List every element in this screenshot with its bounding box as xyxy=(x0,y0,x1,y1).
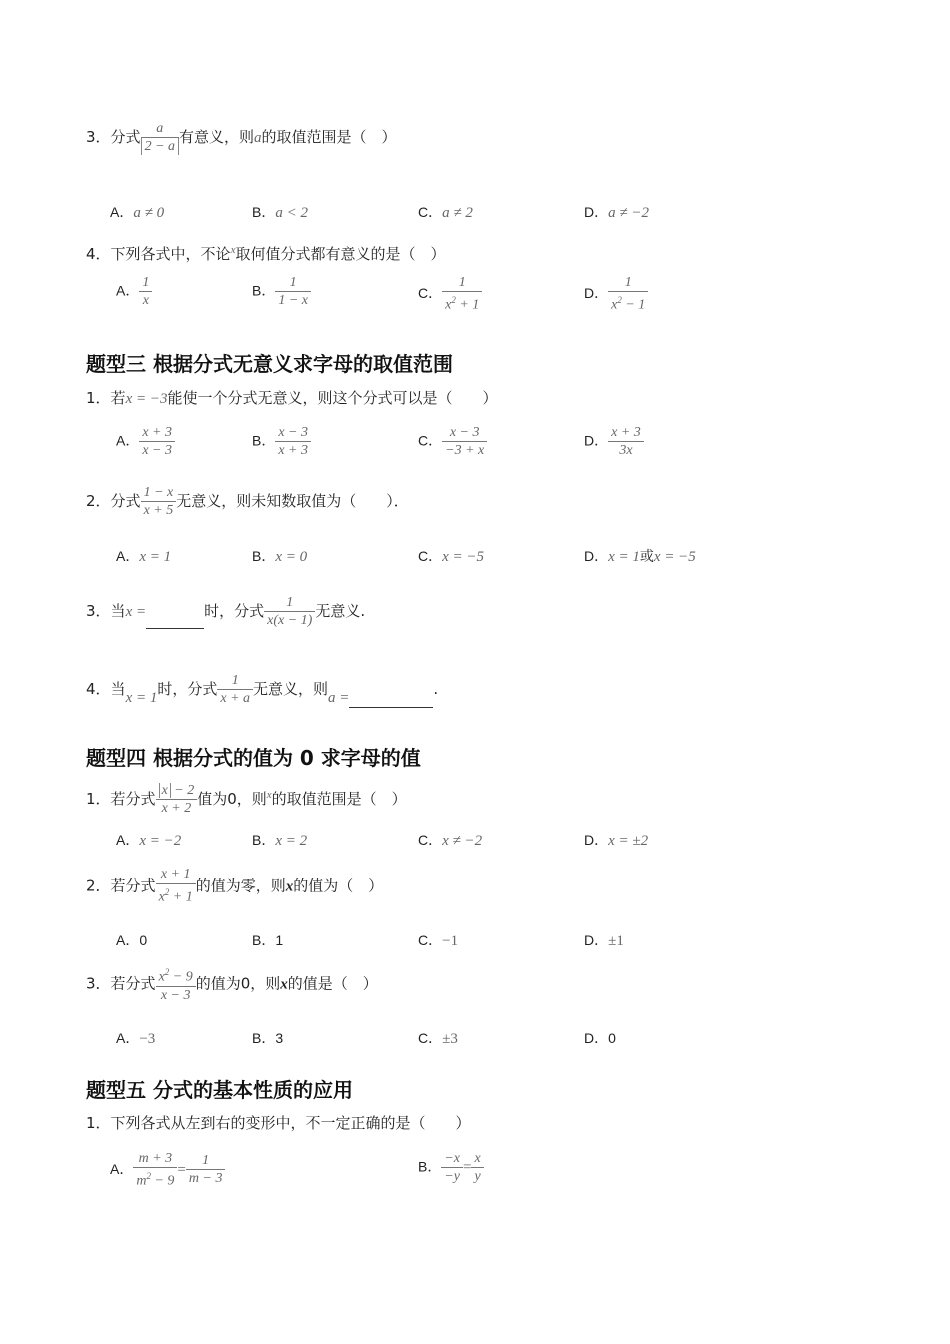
question-b2 xyxy=(86,484,409,519)
math-expression: −3 xyxy=(139,1031,156,1047)
option-d[interactable] xyxy=(584,1028,616,1048)
fraction-numerator: x + 1 xyxy=(156,866,196,884)
question-number: 4． xyxy=(86,680,111,698)
option-b[interactable] xyxy=(252,546,307,566)
math-expression: x = xyxy=(125,604,147,620)
fraction xyxy=(186,1152,226,1187)
fraction-numerator: a xyxy=(141,120,179,138)
option-a[interactable] xyxy=(116,424,175,459)
question-text: 时，分式 xyxy=(204,602,265,620)
fraction xyxy=(139,424,175,459)
question-number: 4． xyxy=(86,245,111,263)
math-expression: x = −3 xyxy=(125,391,168,407)
fraction-numerator: 1 xyxy=(275,274,311,292)
section-heading: 题型五 分式的基本性质的应用 xyxy=(86,1078,353,1102)
question-text: 的值为0，则 xyxy=(195,974,281,993)
option-label: A． xyxy=(110,204,134,220)
math-rest: − 9 xyxy=(169,969,193,985)
option-a[interactable] xyxy=(116,1028,155,1048)
fraction xyxy=(141,120,179,155)
math-exponent: 2 xyxy=(617,295,622,305)
fraction-denominator: y xyxy=(474,1169,481,1184)
option-d[interactable] xyxy=(584,202,649,222)
option-label: A． xyxy=(110,1160,134,1177)
option-b[interactable] xyxy=(252,1028,283,1048)
question-number: 3． xyxy=(86,128,111,146)
math-expression: x = −5 xyxy=(442,549,485,565)
fraction-denominator: 3x xyxy=(619,443,633,458)
math-variable: a xyxy=(254,130,262,146)
math-expression: x = 0 xyxy=(275,549,308,565)
option-d[interactable] xyxy=(584,274,648,314)
option-label: A． xyxy=(116,832,140,848)
fraction-numerator: 1 xyxy=(139,274,152,292)
question-c3 xyxy=(86,964,378,1004)
option-label: D． xyxy=(584,832,609,848)
math-exponent: 2 xyxy=(146,1171,151,1181)
math-expression: a ≠ 2 xyxy=(442,205,473,221)
math-expression: x = 1 xyxy=(125,690,158,706)
question-text: 当 xyxy=(110,602,126,620)
answer-blank[interactable] xyxy=(146,612,204,629)
option-c[interactable] xyxy=(418,202,473,222)
option-d[interactable] xyxy=(584,424,644,459)
math-variable: x xyxy=(285,878,294,895)
option-b[interactable] xyxy=(418,1150,484,1185)
fraction-numerator: x − 3 xyxy=(275,424,311,442)
option-a[interactable] xyxy=(116,930,147,950)
math-expression: x = 2 xyxy=(275,833,308,849)
math-expression: a = xyxy=(328,690,350,706)
option-b[interactable] xyxy=(252,930,283,950)
math-expression: x = 1 xyxy=(608,549,640,565)
question-text: 若分式 xyxy=(110,974,156,993)
fraction-numerator: −x xyxy=(441,1150,463,1168)
option-label: D． xyxy=(584,284,609,301)
fraction-numerator: m + 3 xyxy=(133,1150,177,1168)
question-text: 下列各式从左到右的变形中，不一定正确的是（ ） xyxy=(110,1114,471,1132)
math-expression: x = −5 xyxy=(653,549,696,565)
fraction-numerator xyxy=(156,782,198,800)
fraction-denominator: −3 + x xyxy=(445,443,485,458)
math-expression: x ≠ −2 xyxy=(442,833,483,849)
math-base: x xyxy=(445,297,452,313)
math-expression: a ≠ −2 xyxy=(608,205,649,221)
question-text: 的值为零，则 xyxy=(195,876,286,895)
math-expression: ±3 xyxy=(442,1031,458,1047)
option-a[interactable] xyxy=(116,546,171,566)
question-b1 xyxy=(86,388,497,409)
math-rest: − 2 xyxy=(170,783,195,798)
section-heading: 题型四 根据分式的值为 0 求字母的值 xyxy=(86,746,421,770)
fraction-numerator: x − 3 xyxy=(442,424,487,442)
math-expression: x = ±2 xyxy=(608,833,649,849)
fraction xyxy=(441,1150,463,1185)
question-text: . xyxy=(433,680,439,698)
question-text: 时，分式 xyxy=(157,680,218,698)
math-variable: x xyxy=(230,244,236,256)
question-text: 若分式 xyxy=(110,790,156,808)
option-label: D． xyxy=(584,548,609,564)
option-d[interactable] xyxy=(584,930,624,950)
option-label: D． xyxy=(584,932,609,948)
option-c[interactable] xyxy=(418,1028,458,1048)
math-base: x xyxy=(158,889,165,905)
fraction xyxy=(133,1150,177,1190)
option-label: D．0 xyxy=(584,1030,616,1046)
fraction-denominator: x + a xyxy=(220,691,251,706)
fraction-denominator: x + 2 xyxy=(161,801,192,816)
option-c[interactable] xyxy=(418,546,484,566)
question-text: 的取值范围是（ ） xyxy=(271,790,407,808)
question-text: 无意义，则 xyxy=(253,680,329,698)
equals-sign: = xyxy=(463,1159,472,1176)
option-label: C． xyxy=(418,1030,443,1046)
fraction xyxy=(608,274,648,314)
question-text: 分式 xyxy=(110,492,141,510)
fraction-numerator: x + 3 xyxy=(608,424,644,442)
question-a4 xyxy=(86,240,445,264)
math-expression: −1 xyxy=(442,933,459,949)
math-base: m xyxy=(136,1173,147,1189)
fraction xyxy=(471,1150,483,1185)
option-a[interactable] xyxy=(116,830,181,850)
option-label: B．3 xyxy=(252,1030,284,1046)
fraction-denominator xyxy=(133,1168,177,1190)
option-label: A． xyxy=(116,432,140,449)
math-variable: x xyxy=(266,789,272,801)
math-abs: x xyxy=(159,783,171,798)
fraction-numerator: 1 xyxy=(608,274,648,292)
fraction-numerator: x + 3 xyxy=(139,424,175,442)
question-number: 1． xyxy=(86,790,111,808)
fraction xyxy=(156,782,198,817)
question-text: 取何值分式都有意义的是（ ） xyxy=(235,245,446,263)
question-text: 当 xyxy=(110,680,126,698)
option-d[interactable] xyxy=(584,830,648,850)
question-c2 xyxy=(86,866,383,906)
question-number: 1． xyxy=(86,1114,111,1132)
fraction-denominator xyxy=(608,292,648,314)
option-label: B． xyxy=(252,548,276,564)
fraction xyxy=(156,964,196,1004)
option-label: B． xyxy=(252,432,276,449)
math-exponent: 2 xyxy=(164,887,170,897)
math-base: x xyxy=(158,969,165,985)
fraction-denominator: x(x − 1) xyxy=(267,613,313,628)
fraction-numerator xyxy=(156,964,196,987)
option-label: B． xyxy=(252,204,276,220)
option-c[interactable] xyxy=(418,424,487,459)
math-expression: ±1 xyxy=(608,933,624,949)
question-a3 xyxy=(86,120,397,155)
question-text: 的值为（ ） xyxy=(293,876,384,895)
option-label: A． xyxy=(116,1030,140,1046)
math-rest: − 1 xyxy=(621,297,646,313)
option-b[interactable] xyxy=(252,424,311,459)
question-text: 下列各式中，不论 xyxy=(110,245,231,263)
fraction-numerator: 1 − x xyxy=(141,484,177,502)
fraction-denominator: m − 3 xyxy=(188,1171,223,1187)
option-label: A． xyxy=(116,282,140,299)
fraction-denominator: x + 3 xyxy=(278,443,309,458)
math-exponent: 2 xyxy=(451,295,456,305)
answer-blank[interactable] xyxy=(349,691,433,708)
option-b[interactable] xyxy=(252,274,311,309)
fraction-denominator: −y xyxy=(444,1169,461,1184)
fraction xyxy=(442,424,487,459)
option-label: B． xyxy=(252,832,276,848)
fraction-numerator: 1 xyxy=(264,594,315,612)
option-label: B．1 xyxy=(252,932,284,948)
option-label: C． xyxy=(418,832,443,848)
option-b[interactable] xyxy=(252,202,308,222)
question-c1 xyxy=(86,782,407,817)
fraction-denominator xyxy=(442,292,482,314)
fraction-denominator: x xyxy=(142,293,149,308)
option-label: B． xyxy=(418,1158,442,1175)
math-expression: x = 1 xyxy=(139,549,172,565)
question-d1 xyxy=(86,1113,471,1133)
fraction xyxy=(275,274,311,309)
option-label: C． xyxy=(418,432,443,449)
question-number: 2． xyxy=(86,876,111,895)
question-text: 能使一个分式无意义，则这个分式可以是（ ） xyxy=(167,389,498,407)
question-b3 xyxy=(86,594,365,629)
option-a[interactable] xyxy=(116,274,152,309)
option-label: B． xyxy=(252,282,276,299)
option-label: C． xyxy=(418,204,443,220)
fraction-numerator: x xyxy=(471,1150,483,1168)
section-heading: 题型三 根据分式无意义求字母的取值范围 xyxy=(86,352,453,376)
fraction xyxy=(217,672,253,707)
question-number: 3． xyxy=(86,974,111,993)
question-b4 xyxy=(86,672,438,708)
question-text: 若 xyxy=(110,389,126,407)
fraction-denominator: x + 5 xyxy=(143,503,174,518)
fraction-denominator: x − 3 xyxy=(142,443,173,458)
option-b[interactable] xyxy=(252,830,307,850)
question-text: 的取值范围是（ ） xyxy=(261,128,397,146)
option-c[interactable] xyxy=(418,274,482,314)
math-variable: x xyxy=(280,976,288,993)
fraction-numerator: 1 xyxy=(442,274,482,292)
math-expression: a < 2 xyxy=(275,205,308,221)
fraction-denominator: 1 − x xyxy=(278,293,309,308)
option-label: A．0 xyxy=(116,932,148,948)
math-base: x xyxy=(611,297,618,313)
option-a[interactable] xyxy=(110,1150,225,1190)
question-text: 若分式 xyxy=(110,876,156,895)
fraction-denominator: x − 3 xyxy=(160,987,191,1003)
option-label: A． xyxy=(116,548,140,564)
question-text: 无意义，则未知数取值为（ ）． xyxy=(176,492,409,510)
math-rest: − 9 xyxy=(150,1173,175,1189)
fraction xyxy=(156,866,196,906)
option-connector: 或 xyxy=(639,549,654,565)
math-expression: a ≠ 0 xyxy=(133,205,165,221)
option-label: C． xyxy=(418,932,443,948)
fraction-numerator: 1 xyxy=(217,672,253,690)
question-number: 2． xyxy=(86,492,111,510)
question-text: 的值是（ ） xyxy=(287,974,378,993)
math-rest: + 1 xyxy=(455,297,480,313)
equals-sign: = xyxy=(177,1161,186,1178)
option-d[interactable] xyxy=(584,546,696,566)
question-text: 分式 xyxy=(110,128,141,146)
fraction xyxy=(139,274,152,309)
question-text: 有意义，则 xyxy=(179,128,255,146)
option-label: C． xyxy=(418,548,443,564)
question-text: 值为0，则 xyxy=(197,790,267,808)
math-exponent: 2 xyxy=(164,967,170,977)
fraction xyxy=(442,274,482,314)
fraction xyxy=(141,484,177,519)
fraction xyxy=(264,594,315,629)
question-number: 3． xyxy=(86,602,111,620)
option-c[interactable] xyxy=(418,830,482,850)
fraction-denominator: 2 − a xyxy=(141,138,179,155)
option-label: C． xyxy=(418,284,443,301)
fraction-denominator xyxy=(156,884,196,906)
option-a[interactable] xyxy=(110,202,164,222)
option-c[interactable] xyxy=(418,930,458,950)
math-rest: + 1 xyxy=(169,889,193,905)
question-text: 无意义. xyxy=(315,602,366,620)
option-label: D． xyxy=(584,204,609,220)
fraction xyxy=(275,424,311,459)
fraction xyxy=(608,424,644,459)
option-label: D． xyxy=(584,432,609,449)
question-number: 1． xyxy=(86,389,111,407)
math-expression: x = −2 xyxy=(139,833,182,849)
fraction-numerator: 1 xyxy=(186,1152,226,1170)
